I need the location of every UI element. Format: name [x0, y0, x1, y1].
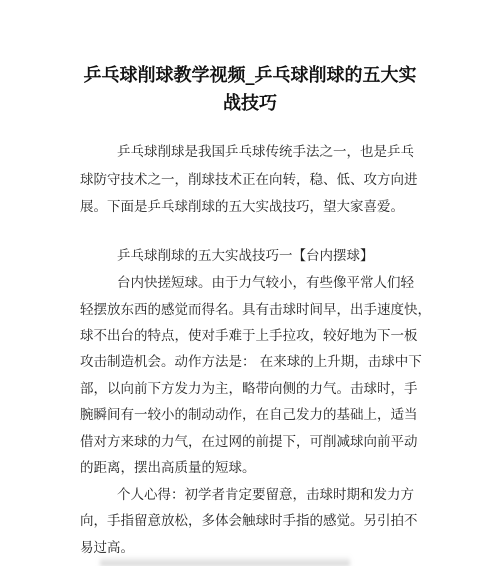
- section-heading: 乒乓球削球的五大实战技巧一【台内摆球】: [117, 248, 374, 264]
- tip-line-1: 个人心得：初学者肯定要留意，击球时期和发力方: [117, 487, 414, 503]
- page-bottom-fade: [100, 556, 350, 566]
- section-line-4: 攻击制造机会。动作方法是： 在来球的上升期，击球中下: [80, 354, 422, 370]
- intro-line-3: 展。下面是乒乓球削球的五大实战技巧，望大家喜爱。: [80, 199, 404, 215]
- section-line-8: 的距离，摆出高质量的短球。: [80, 460, 256, 476]
- section-line-2: 轻摆放东西的感觉而得名。具有击球时间早，出手速度快，: [80, 302, 431, 318]
- section-line-3: 球不出台的特点，使对手难于上手拉攻，较好地为下一板: [80, 328, 418, 344]
- title-line-1: 乒乓球削球教学视频_乒乓球削球的五大实: [83, 65, 417, 86]
- section-line-5: 部，以向前下方发力为主，略带向侧的力气。击球时，手: [80, 381, 418, 397]
- intro-line-2: 球防守技术之一，削球技术正在向转，稳、低、攻方向进: [80, 172, 418, 188]
- tip-line-2: 向，手指留意放松，多体会触球时手指的感觉。另引拍不: [80, 513, 418, 529]
- tip-line-3: 易过高。: [80, 540, 134, 556]
- section-line-1: 台内快搓短球。由于力气较小，有些像平常人们轻: [117, 275, 414, 291]
- section-line-6: 腕瞬间有一较小的制动动作，在自己发力的基础上，适当: [80, 407, 418, 423]
- title-line-2: 战技巧: [223, 93, 277, 114]
- document-title: [70, 62, 430, 118]
- intro-line-1: 乒乓球削球是我国乒乓球传统手法之一，也是乒乓: [117, 144, 414, 160]
- section-line-7: 借对方来球的力气，在过网的前提下，可削减球向前平动: [80, 434, 418, 450]
